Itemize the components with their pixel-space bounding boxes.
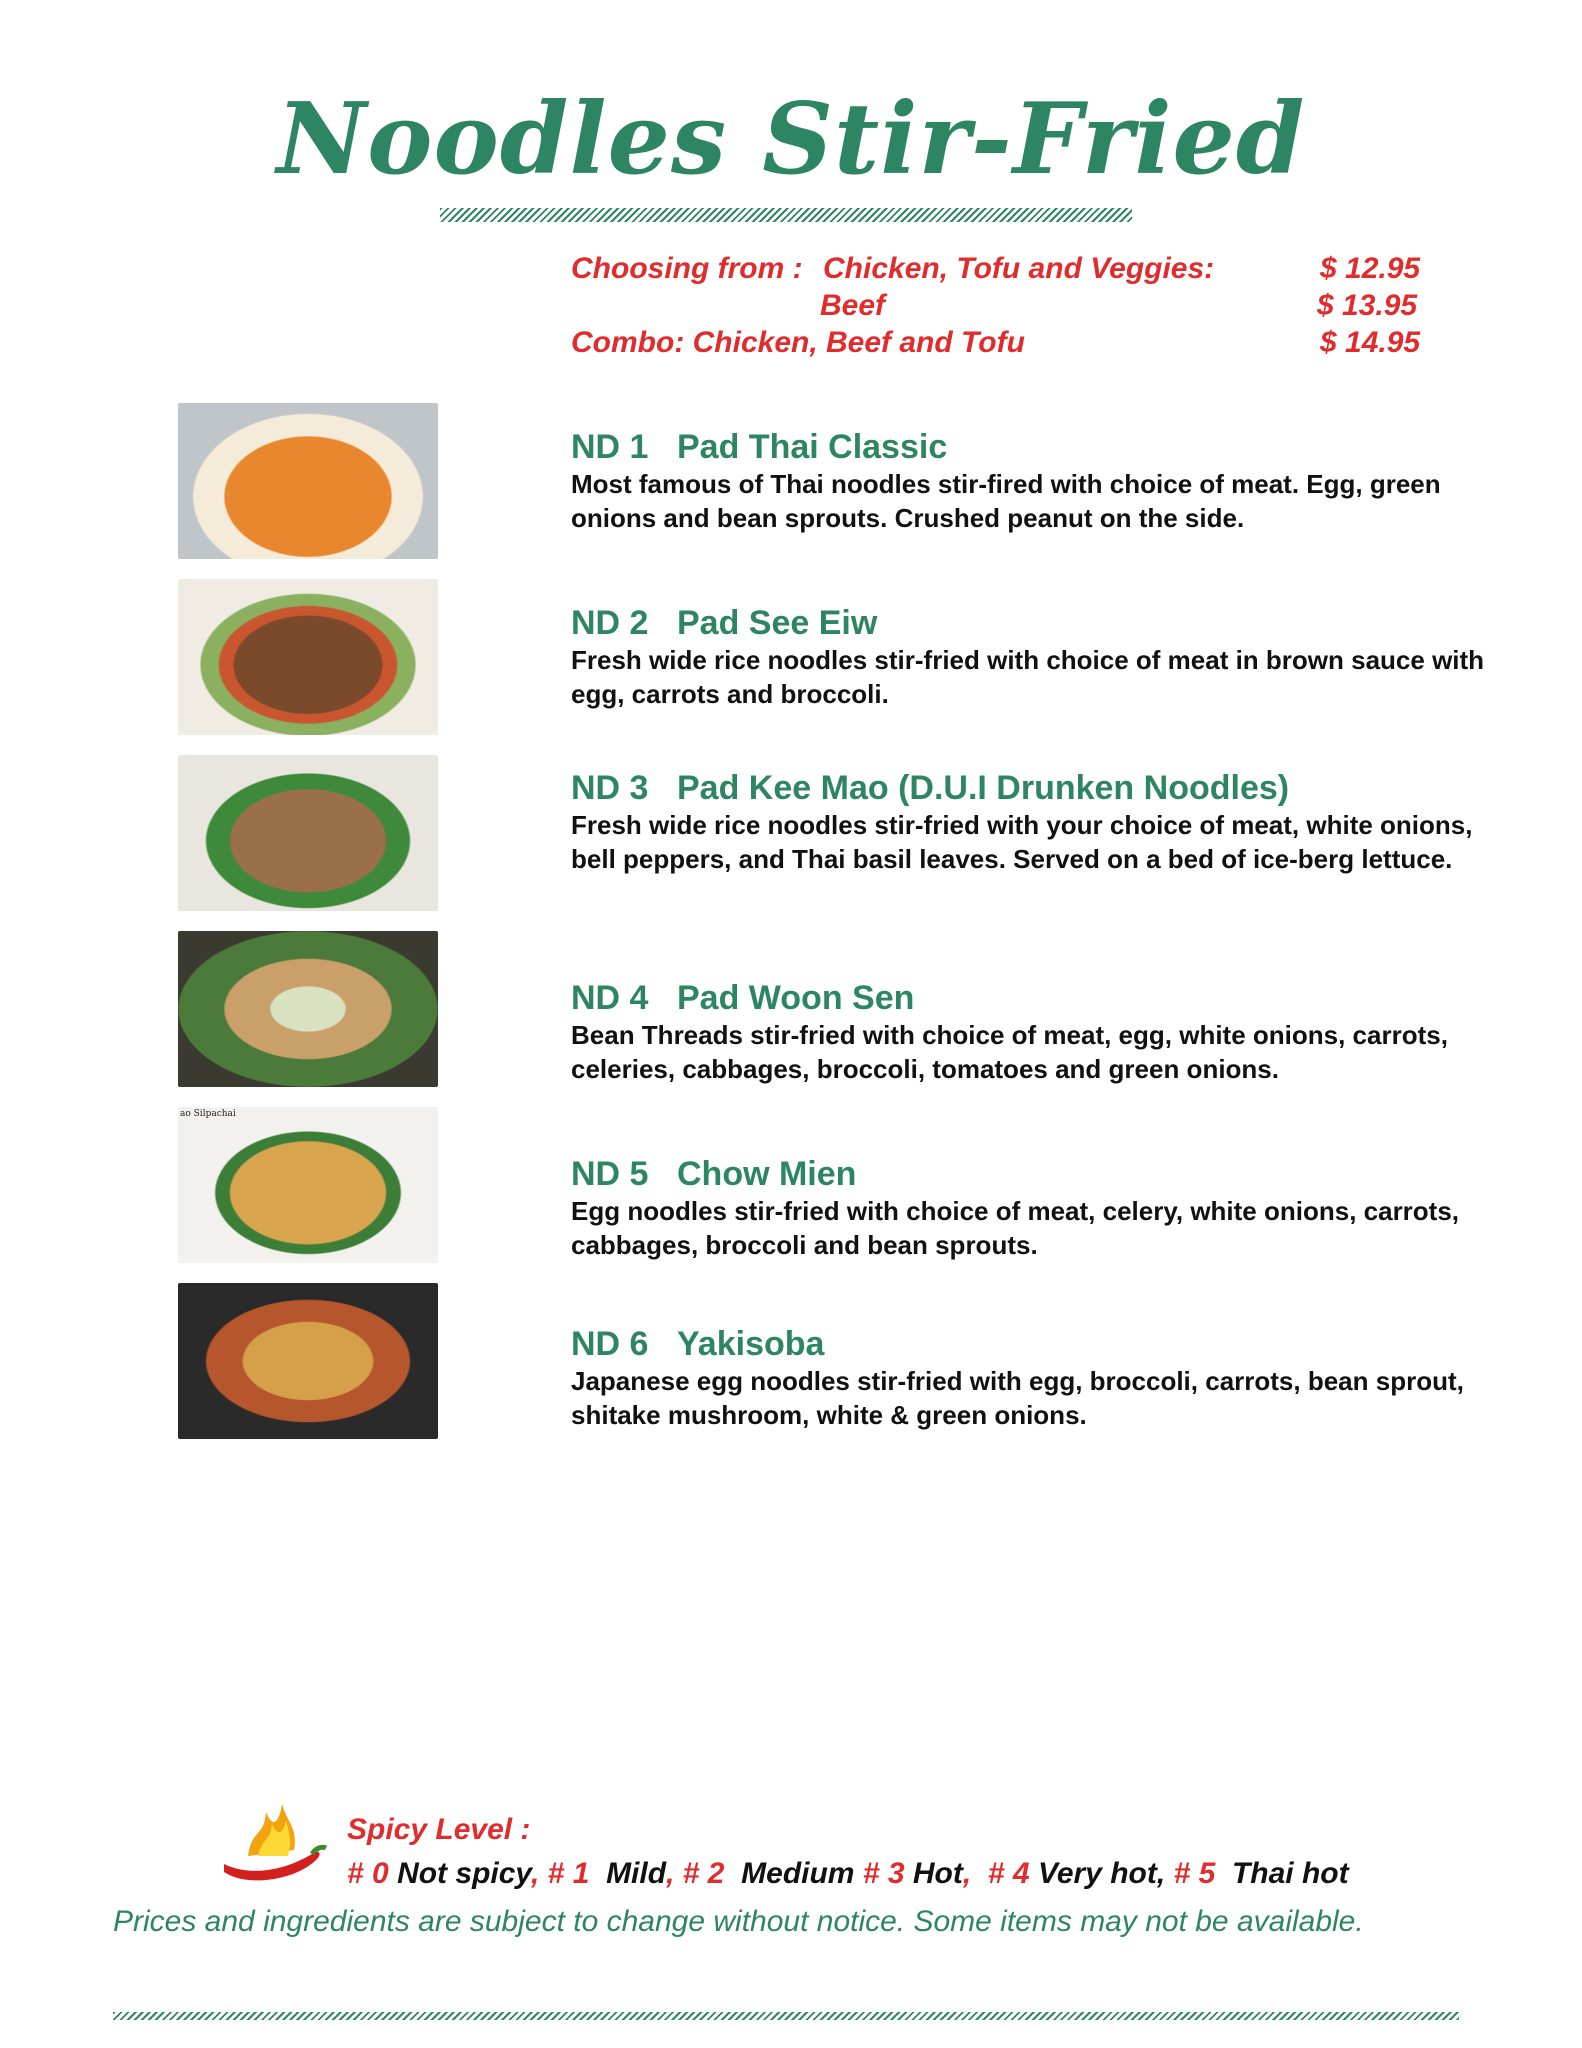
- spicy-level-label: Not spicy: [397, 1857, 531, 1890]
- title-divider: [440, 208, 1132, 222]
- yakisoba-photo: [178, 1283, 438, 1439]
- price-row-2-price: $ 13.95: [1317, 289, 1418, 322]
- pad-kee-mao-photo: [178, 755, 438, 911]
- menu-item-nd4: [571, 979, 1491, 1086]
- spicy-level-title: Spicy Level :: [347, 1813, 531, 1846]
- item-name: Pad Thai Classic: [677, 428, 948, 466]
- photo-watermark: ao Silpachai: [180, 1109, 236, 1119]
- item-description: Fresh wide rice noodles stir-fried with choice of meat in brown sauce with egg, carrots and broccoli.: [571, 645, 1485, 709]
- item-description: Japanese egg noodles stir-fried with egg, broccoli, carrots, bean sprout, shitake mushroom, white & green onions.: [571, 1366, 1464, 1430]
- pad-see-eiw-photo: [178, 579, 438, 735]
- item-code: ND 3: [571, 769, 649, 807]
- price-row-3-price: $ 14.95: [1320, 326, 1421, 359]
- spicy-level-number: # 1: [547, 1857, 590, 1890]
- pad-woon-sen-photo: [178, 931, 438, 1087]
- spicy-separator: ,: [530, 1857, 540, 1890]
- spicy-level-number: # 4: [987, 1857, 1030, 1890]
- price-row-3-label: Combo: Chicken, Beef and Tofu: [571, 326, 1025, 359]
- disclaimer: Prices and ingredients are subject to change without notice. Some items may not be available.: [113, 1905, 1364, 1938]
- spicy-separator: ,: [962, 1857, 972, 1890]
- footer-divider: [113, 2012, 1459, 2020]
- item-code: ND 5: [571, 1155, 649, 1193]
- spicy-level-label: Very hot: [1037, 1857, 1157, 1890]
- menu-item-nd6: [571, 1325, 1491, 1432]
- item-name: Yakisoba: [677, 1325, 825, 1363]
- pad-thai-photo: [178, 403, 438, 559]
- spicy-level-number: # 2: [682, 1857, 725, 1890]
- item-code: ND 6: [571, 1325, 649, 1363]
- price-row-1-label: Choosing from :: [571, 252, 803, 285]
- item-description: Fresh wide rice noodles stir-fried with your choice of meat, white onions, bell peppers, and Thai basil leaves. Served on a bed of ice-berg lettuce.: [571, 810, 1473, 874]
- item-code: ND 4: [571, 979, 649, 1017]
- spicy-level-label: Hot: [912, 1857, 963, 1890]
- menu-item-nd3: [571, 769, 1491, 876]
- page-title: Noodles Stir-Fried: [276, 82, 1306, 197]
- price-row-1-price: $ 12.95: [1320, 252, 1421, 285]
- spicy-separator: ,: [1156, 1857, 1166, 1890]
- item-name: Pad Kee Mao (D.U.I Drunken Noodles): [677, 769, 1290, 807]
- spicy-level-number: # 0: [347, 1857, 389, 1890]
- flaming-chili-icon: [218, 1798, 328, 1888]
- spicy-level-label: Medium: [741, 1857, 855, 1890]
- spicy-level-number: # 3: [862, 1857, 905, 1890]
- item-code: ND 1: [571, 428, 649, 466]
- menu-item-nd2: [571, 604, 1491, 711]
- spicy-level-list: [347, 1857, 1349, 1891]
- item-name: Pad Woon Sen: [677, 979, 915, 1017]
- item-name: Pad See Eiw: [677, 604, 878, 642]
- price-row-1-option: Chicken, Tofu and Veggies:: [823, 252, 1215, 285]
- menu-item-nd5: [571, 1155, 1491, 1262]
- menu-item-nd1: [571, 428, 1491, 535]
- item-description: Bean Threads stir-fried with choice of meat, egg, white onions, carrots, celeries, cabbages, broccoli, tomatoes and green onions.: [571, 1020, 1448, 1084]
- item-description: Most famous of Thai noodles stir-fired with choice of meat. Egg, green onions and bean sprouts. Crushed peanut on the side.: [571, 469, 1441, 533]
- spicy-separator: ,: [666, 1857, 675, 1890]
- price-row-2-option: Beef: [820, 289, 886, 322]
- chow-mien-photo: [178, 1107, 438, 1263]
- item-code: ND 2: [571, 604, 649, 642]
- spicy-level-number: # 5: [1173, 1857, 1216, 1890]
- item-name: Chow Mien: [677, 1155, 857, 1193]
- spicy-level-label: Thai hot: [1231, 1857, 1349, 1890]
- item-description: Egg noodles stir-fried with choice of meat, celery, white onions, carrots, cabbages, broccoli and bean sprouts.: [571, 1196, 1460, 1260]
- spicy-level-label: Mild: [606, 1857, 667, 1890]
